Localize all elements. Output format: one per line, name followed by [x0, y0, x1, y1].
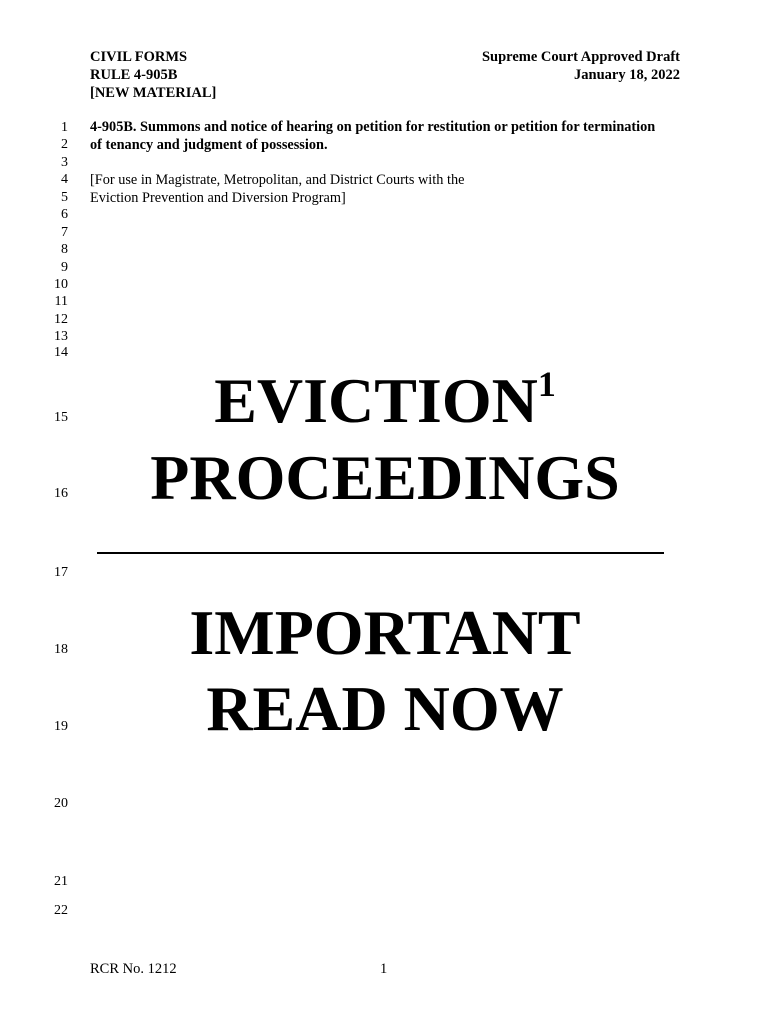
line-number: 16 [54, 486, 68, 501]
footer-page-number: 1 [380, 961, 388, 977]
header-left [90, 48, 216, 102]
line-number: 6 [61, 207, 68, 222]
header-rule-number: RULE 4-905B [90, 67, 178, 83]
usage-note-line-2: Eviction Prevention and Diversion Program] [90, 190, 346, 206]
line-number: 18 [54, 642, 68, 657]
line-number: 4 [61, 172, 68, 187]
line-number: 5 [61, 190, 68, 205]
line-number: 21 [54, 874, 68, 889]
line-number: 7 [61, 225, 68, 240]
header-right [482, 48, 680, 84]
line-number: 11 [54, 294, 68, 309]
line-number: 13 [54, 329, 68, 344]
rule-title-line-2: of tenancy and judgment of possession. [90, 137, 328, 153]
line-number: 3 [61, 155, 68, 170]
header-new-material: [NEW MATERIAL] [90, 85, 217, 101]
footnote-marker: 1 [537, 363, 556, 404]
line-number: 17 [54, 565, 68, 580]
horizontal-rule [97, 552, 664, 554]
line-number: 19 [54, 719, 68, 734]
line-number: 22 [54, 903, 68, 918]
usage-note-line-1: [For use in Magistrate, Metropolitan, and District Courts with the [90, 172, 465, 188]
line-number: 20 [54, 796, 68, 811]
line-number: 2 [61, 137, 68, 152]
banner-read-now: READ NOW [206, 673, 564, 744]
line-number: 8 [61, 242, 68, 257]
line-number: 1 [61, 120, 68, 135]
footer-rcr-number: RCR No. 1212 [90, 961, 177, 977]
banner-important: IMPORTANT [189, 597, 581, 668]
header-civil-forms: CIVIL FORMS [90, 49, 188, 65]
line-number: 10 [54, 277, 68, 292]
header-date: January 18, 2022 [574, 67, 680, 83]
rule-title-line-1: 4-905B. Summons and notice of hearing on petition for restitution or petition for termination [90, 119, 656, 135]
line-number: 9 [61, 260, 68, 275]
banner-eviction [0, 363, 770, 436]
line-number: 15 [54, 410, 68, 425]
header-draft-status: Supreme Court Approved Draft [481, 49, 680, 65]
line-number: 12 [54, 312, 68, 327]
banner-proceedings: PROCEEDINGS [150, 442, 620, 513]
banner-eviction-text: EVICTION [214, 365, 538, 436]
line-number: 14 [54, 345, 68, 360]
